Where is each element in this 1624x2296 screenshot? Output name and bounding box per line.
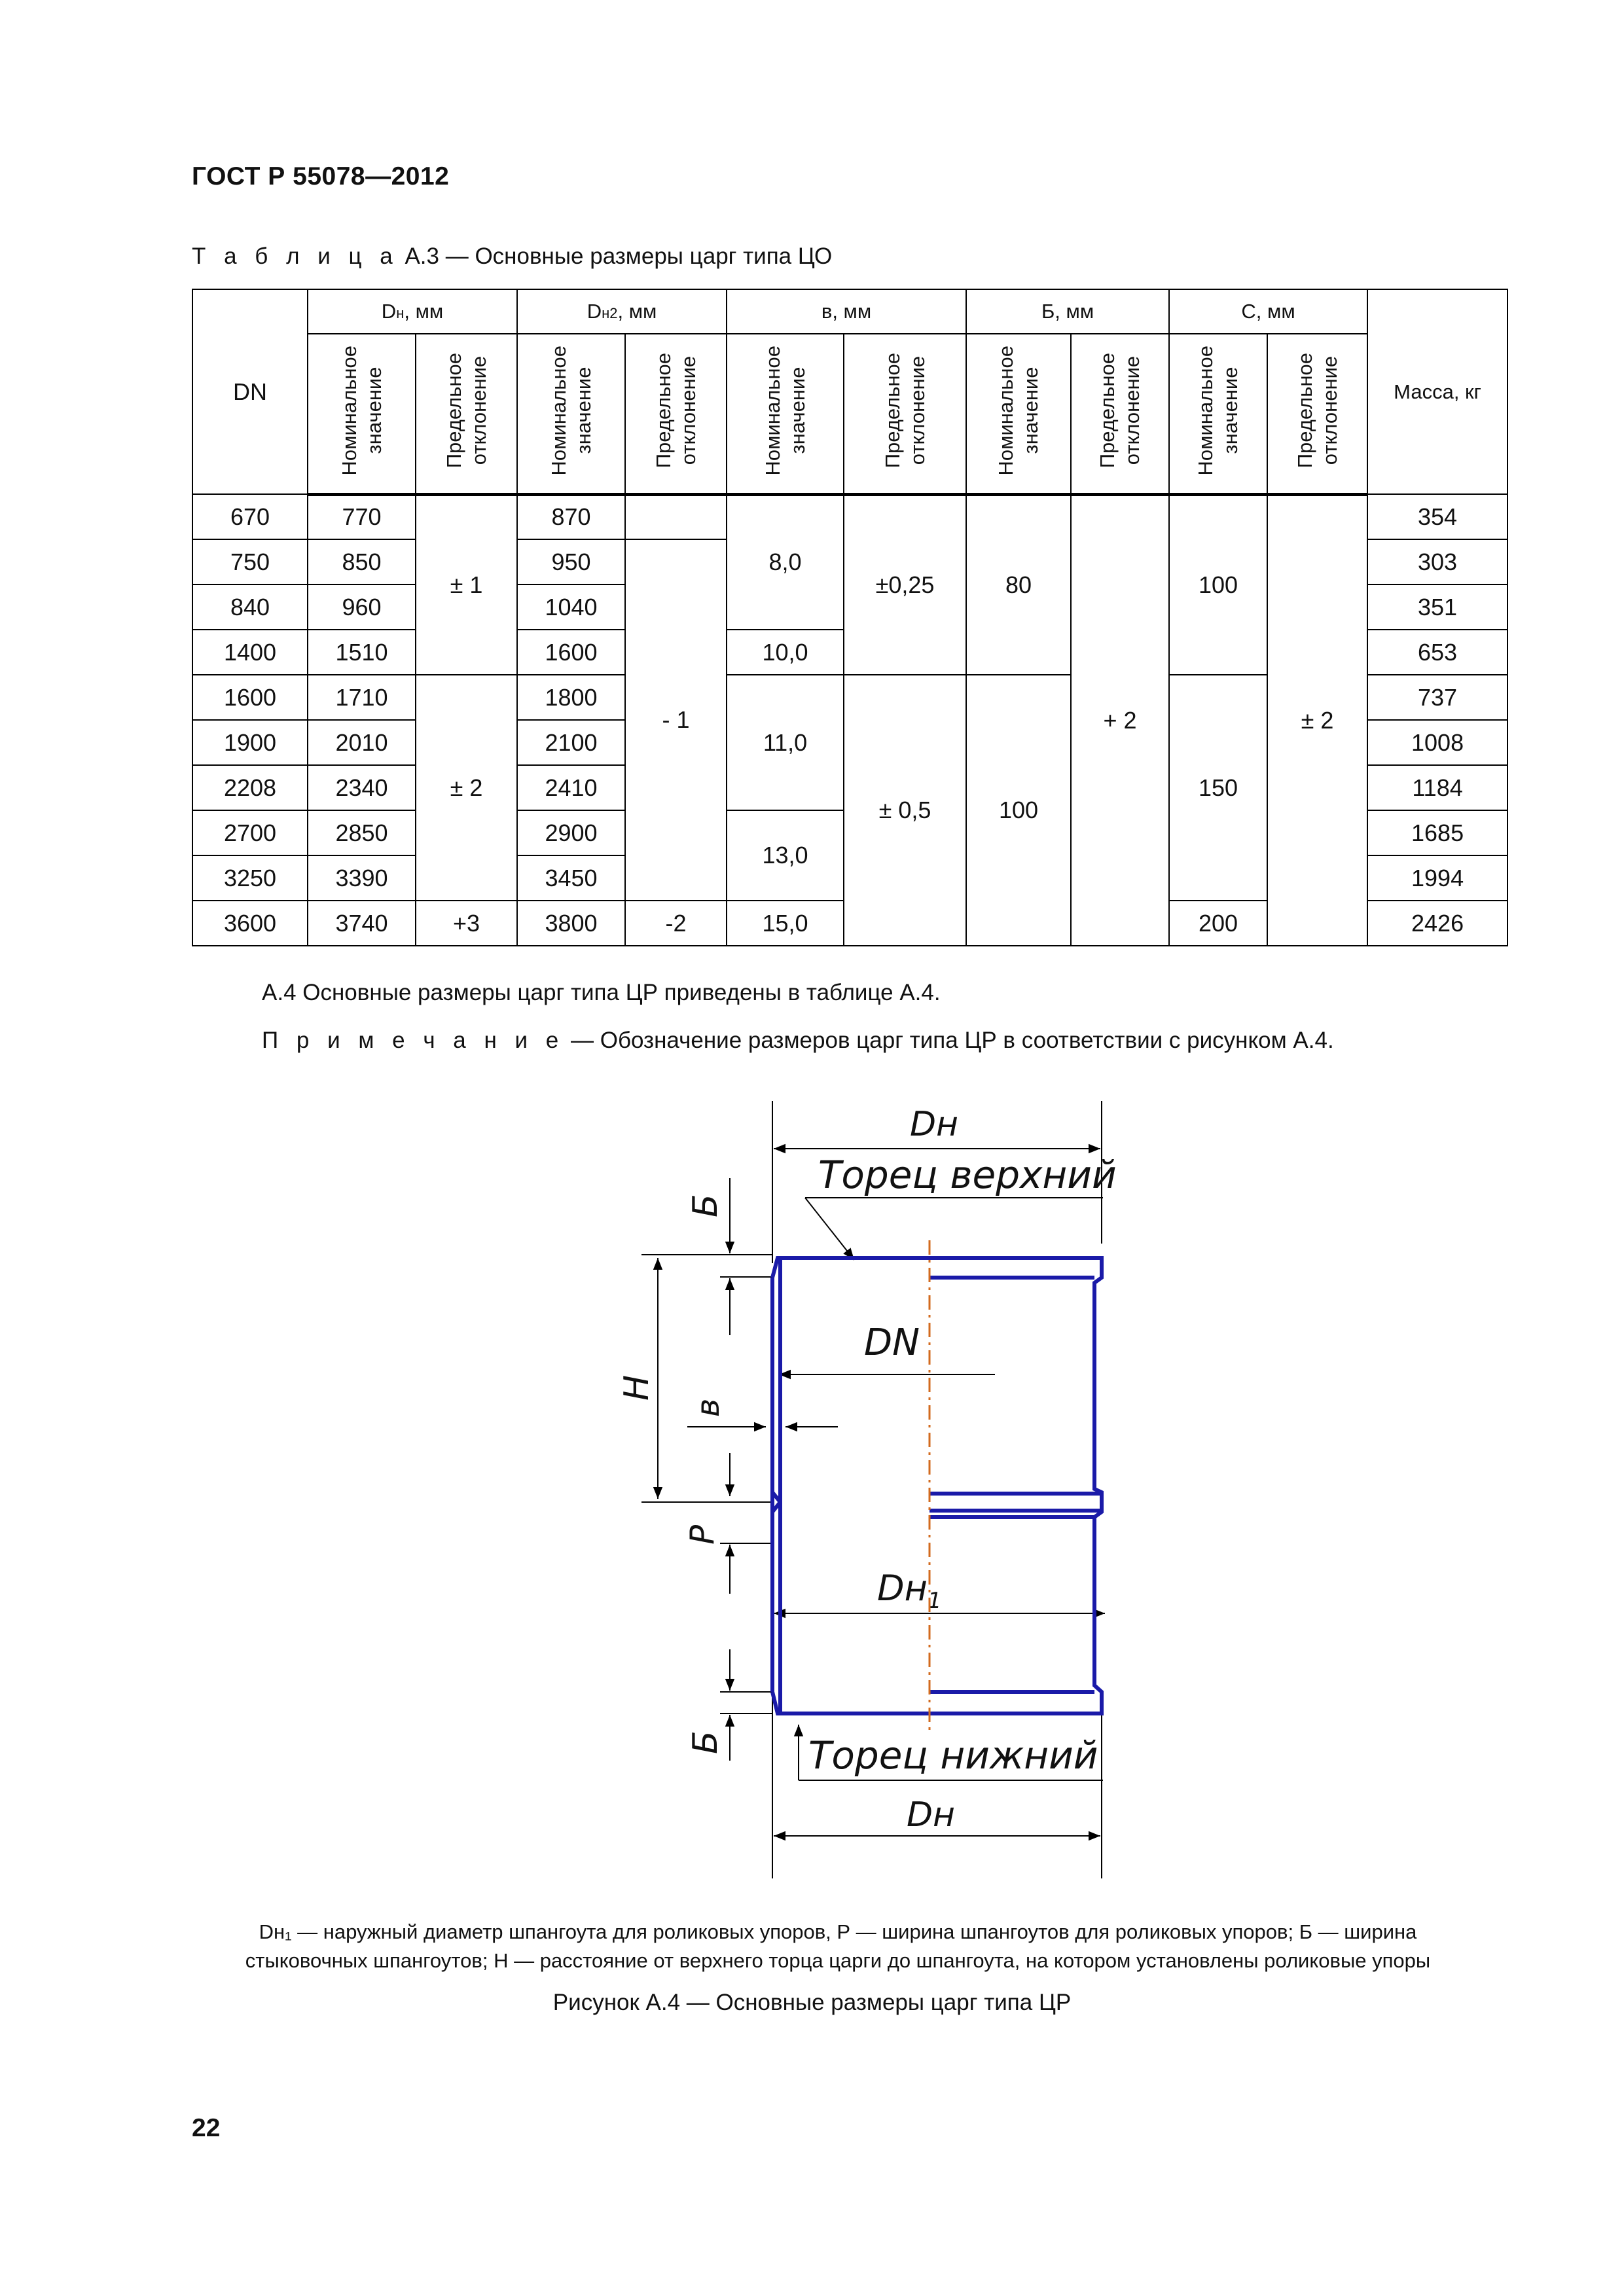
cell-dn: 1900 — [192, 720, 308, 765]
cell-dh: 960 — [308, 584, 416, 630]
header-limit — [1267, 334, 1367, 494]
cell-dh: 850 — [308, 539, 416, 584]
header-nominal-text: Номинальное значение — [994, 346, 1043, 476]
cell-dh2: 1800 — [517, 675, 625, 720]
document-header: ГОСТ Р 55078—2012 — [192, 162, 450, 190]
header-dh2-units: , мм — [617, 300, 657, 323]
label-p: Р — [683, 1524, 721, 1545]
header-limit — [844, 334, 966, 494]
dimensions-table — [192, 289, 1508, 946]
header-dh-sub: н — [396, 305, 405, 321]
header-nominal-text: Номинальное значение — [337, 346, 386, 476]
cell-dn: 670 — [192, 494, 308, 539]
cell-c: 200 — [1169, 901, 1267, 946]
figure-legend — [190, 1918, 1486, 1975]
cell-mass: 1994 — [1367, 855, 1507, 901]
header-nominal-text: Номинальное значение — [1194, 346, 1242, 476]
cell-mass: 737 — [1367, 675, 1507, 720]
cell-dh: 2340 — [308, 765, 416, 810]
cell-v-tol: ± 0,5 — [844, 675, 966, 946]
cell-dn: 840 — [192, 584, 308, 630]
cell-dh: 1510 — [308, 630, 416, 675]
header-c: С, мм — [1169, 289, 1367, 334]
cell-dh2: 3800 — [517, 901, 625, 946]
label-b-top: Б — [686, 1194, 725, 1217]
cell-c: 150 — [1169, 675, 1267, 901]
cell-dh2: 1600 — [517, 630, 625, 675]
header-mass: Масса, кг — [1367, 289, 1507, 494]
label-h: H — [617, 1374, 657, 1401]
cell-dn: 1400 — [192, 630, 308, 675]
cell-v: 13,0 — [727, 810, 844, 901]
cell-dn: 2208 — [192, 765, 308, 810]
cell-dh: 1710 — [308, 675, 416, 720]
shell-contour — [772, 1258, 1102, 1713]
cell-v: 10,0 — [727, 630, 844, 675]
note-prefix: П р и м е ч а н и е — [262, 1028, 565, 1053]
label-torec-top: Торец верхний — [818, 1153, 1117, 1197]
header-nominal — [308, 334, 416, 494]
cell-dh2: 1040 — [517, 584, 625, 630]
header-nominal — [517, 334, 625, 494]
cell-b: 80 — [966, 494, 1071, 675]
label-torec-bottom: Торец нижний — [808, 1733, 1098, 1778]
cell-c-tol: ± 2 — [1267, 494, 1367, 946]
cell-dh2-tol: - 1 — [625, 539, 727, 901]
paragraph-a4: А.4 Основные размеры царг типа ЦР приведены в таблице А.4. — [262, 980, 941, 1005]
cell-mass: 354 — [1367, 494, 1507, 539]
cell-dh2: 2410 — [517, 765, 625, 810]
header-nominal — [966, 334, 1071, 494]
cell-dh2: 3450 — [517, 855, 625, 901]
label-dh1-sub: 1 — [927, 1588, 942, 1614]
header-b: Б, мм — [966, 289, 1169, 334]
cell-dh-tol: ± 1 — [416, 494, 517, 675]
header-limit-text: Предельное отклонение — [1096, 353, 1144, 469]
cell-dh: 2850 — [308, 810, 416, 855]
cell-dh: 2010 — [308, 720, 416, 765]
header-nominal — [1169, 334, 1267, 494]
cell-mass: 351 — [1367, 584, 1507, 630]
header-dn: DN — [192, 289, 308, 494]
cell-dh2: 870 — [517, 494, 625, 539]
cell-dh2-tol — [625, 494, 727, 539]
header-v: в, мм — [727, 289, 966, 334]
header-dh2-sym: D — [586, 300, 602, 323]
header-limit-text: Предельное отклонение — [651, 353, 700, 469]
table-caption-text: А.3 — Основные размеры царг типа ЦО — [398, 243, 833, 269]
drawing — [576, 1086, 1231, 1898]
label-v: в — [690, 1398, 727, 1417]
cell-dh2-tol: -2 — [625, 901, 727, 946]
cell-dh: 3740 — [308, 901, 416, 946]
page-number: 22 — [192, 2114, 221, 2142]
cell-b-tol: + 2 — [1071, 494, 1169, 946]
cell-dh2: 2100 — [517, 720, 625, 765]
cell-mass: 1008 — [1367, 720, 1507, 765]
cell-v: 8,0 — [727, 494, 844, 630]
note-text: — Обозначение размеров царг типа ЦР в соответствии с рисунком А.4. — [564, 1028, 1334, 1053]
cell-v: 15,0 — [727, 901, 844, 946]
cell-mass: 2426 — [1367, 901, 1507, 946]
header-limit-text: Предельное отклонение — [880, 353, 929, 469]
cell-v: 11,0 — [727, 675, 844, 810]
label-dn: DN — [864, 1321, 920, 1364]
header-dh — [308, 289, 517, 334]
header-dh-units: , мм — [404, 300, 444, 323]
cell-dh: 770 — [308, 494, 416, 539]
cell-dn: 3250 — [192, 855, 308, 901]
label-dh1-main: Dн — [877, 1568, 928, 1609]
header-limit — [416, 334, 517, 494]
label-dh-bottom: Dн — [907, 1795, 956, 1835]
legend-line: стыковочных шпангоутов; Н — расстояние от верхнего торца царги до шпангоута, на котором установлены роликовые упоры — [245, 1949, 1431, 1972]
figure-a4 — [576, 1086, 1231, 1898]
cell-mass: 1184 — [1367, 765, 1507, 810]
label-dh1 — [877, 1568, 942, 1614]
leader-line-top — [805, 1198, 854, 1260]
note-paragraph — [262, 1028, 1334, 1054]
header-limit-text: Предельное отклонение — [1293, 353, 1341, 469]
header-nominal — [727, 334, 844, 494]
header-dh2 — [517, 289, 727, 334]
label-b-bottom: Б — [686, 1731, 725, 1754]
cell-mass: 653 — [1367, 630, 1507, 675]
label-dh-top: Dн — [910, 1105, 959, 1144]
cell-mass: 1685 — [1367, 810, 1507, 855]
cell-c: 100 — [1169, 494, 1267, 675]
table-caption — [192, 243, 832, 270]
legend-line: Dн₁ — наружный диаметр шпангоута для роликовых упоров, Р — ширина шпангоутов для роликовых упоров; Б — ширина — [259, 1920, 1417, 1943]
vessel-outline — [772, 1258, 1102, 1713]
header-nominal-text: Номинальное значение — [547, 346, 595, 476]
cell-dn: 1600 — [192, 675, 308, 720]
header-nominal-text: Номинальное значение — [761, 346, 809, 476]
header-dh2-sub: н2 — [602, 305, 618, 321]
cell-dh2: 950 — [517, 539, 625, 584]
figure-caption: Рисунок А.4 — Основные размеры царг типа ЦР — [552, 1990, 1072, 2015]
cell-dn: 2700 — [192, 810, 308, 855]
cell-v-tol: ±0,25 — [844, 494, 966, 675]
cell-dh-tol: ± 2 — [416, 675, 517, 901]
cell-dh2: 2900 — [517, 810, 625, 855]
table-caption-prefix: Т а б л и ц а — [192, 243, 399, 269]
cell-dh-tol: +3 — [416, 901, 517, 946]
header-limit-text: Предельное отклонение — [442, 353, 490, 469]
cell-dh: 3390 — [308, 855, 416, 901]
cell-dn: 750 — [192, 539, 308, 584]
header-limit — [625, 334, 727, 494]
cell-dn: 3600 — [192, 901, 308, 946]
cell-mass: 303 — [1367, 539, 1507, 584]
cell-b: 100 — [966, 675, 1071, 946]
header-limit — [1071, 334, 1169, 494]
table-row — [192, 494, 1507, 539]
header-dh-sym: D — [381, 300, 397, 323]
